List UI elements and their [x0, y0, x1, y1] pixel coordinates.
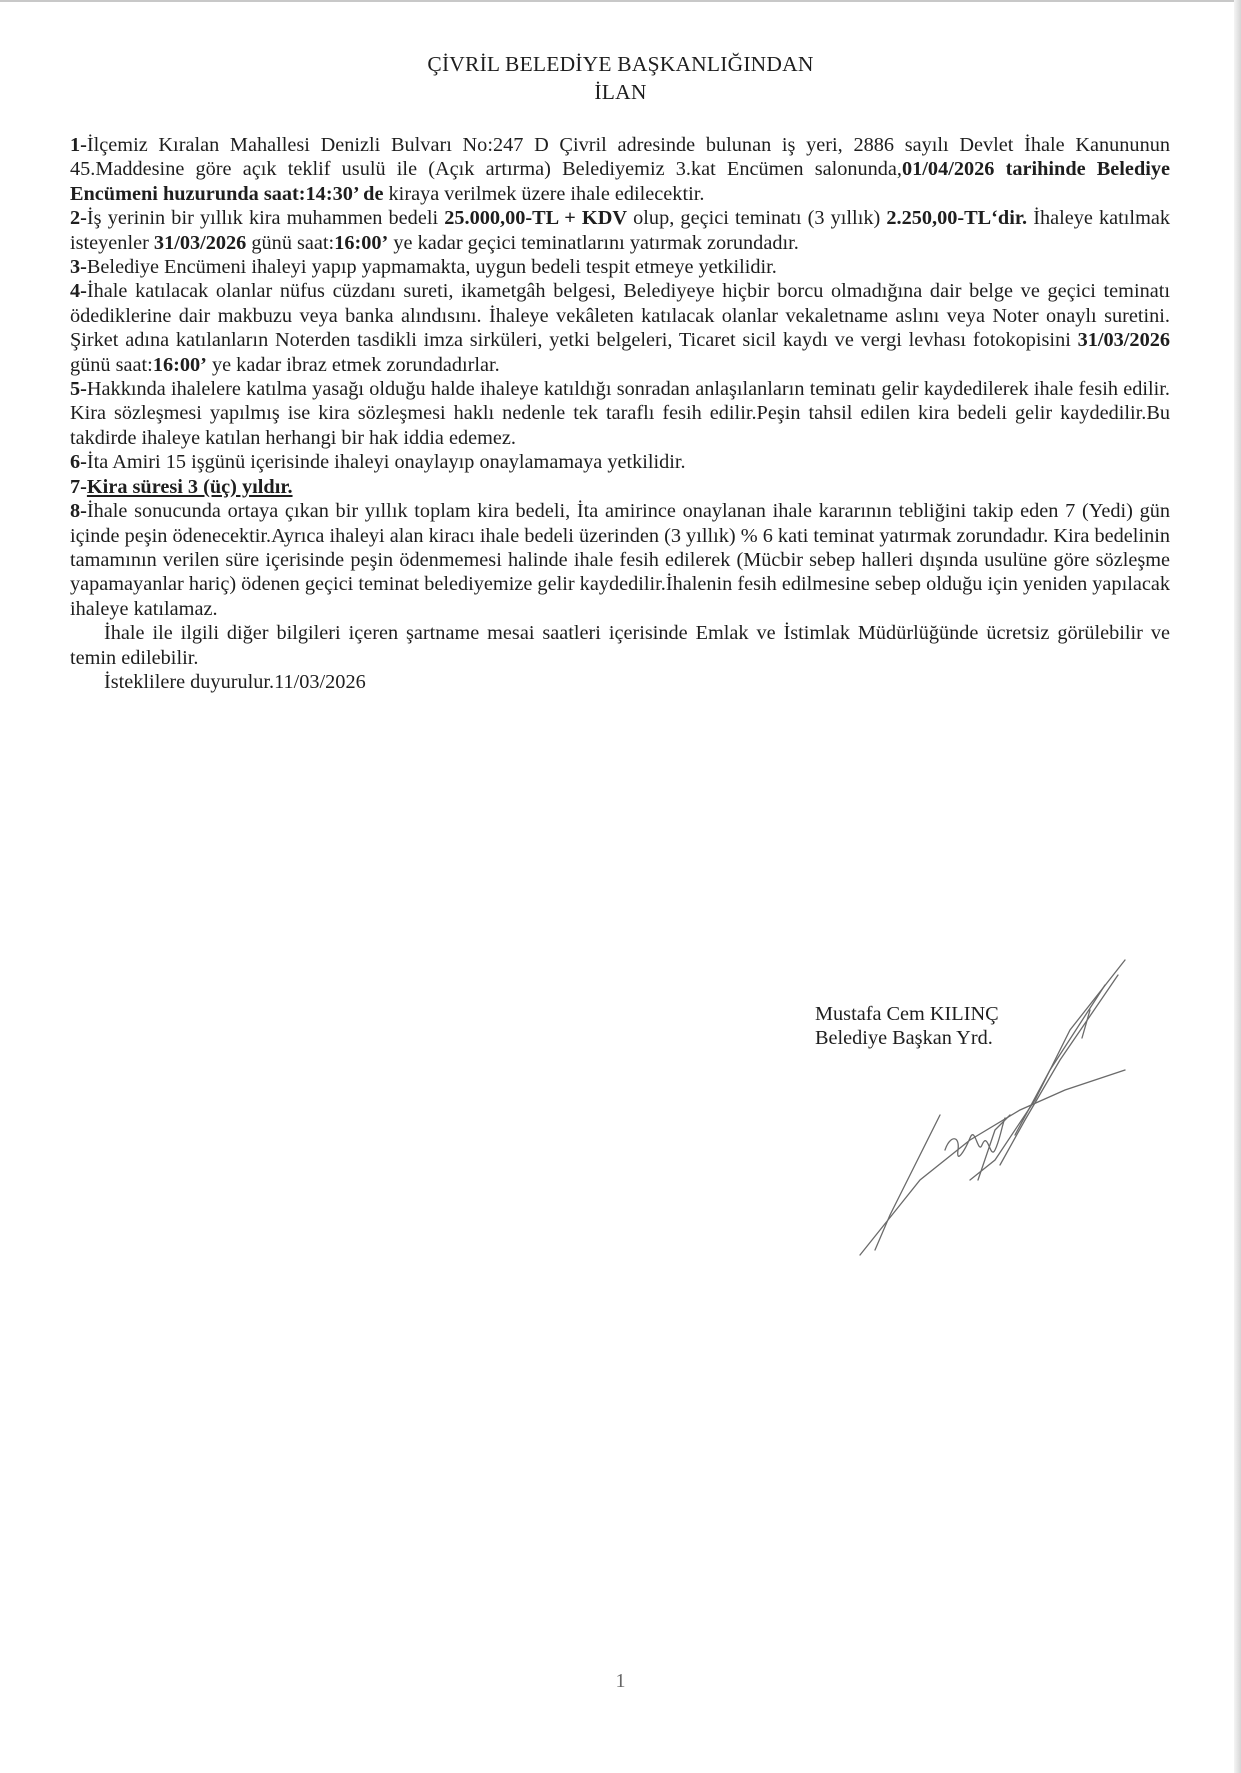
- paragraph-6: [70, 450, 1170, 474]
- paragraph-text: İta Amiri 15 işgünü içerisinde ihaleyi onaylayıp onaylamamaya yetkilidir.: [86, 451, 686, 474]
- paragraph-2: [70, 206, 1170, 255]
- announcement-date: İsteklilere duyurulur.11/03/2026: [104, 670, 366, 693]
- paragraph-number: 6-: [70, 451, 87, 474]
- page-top-edge: [0, 0, 1241, 2]
- page-number: 1: [615, 1670, 626, 1692]
- estimated-rent: 25.000,00-TL + KDV: [444, 207, 627, 230]
- paragraph-text: Belediye Encümeni ihaleyi yapıp yapmamakta, uygun bedeli tespit etmeye yetkilidir.: [86, 256, 777, 279]
- page-right-edge: [1234, 0, 1241, 1773]
- signatory-name: Mustafa Cem KILINÇ: [815, 1003, 999, 1025]
- paragraph-3: [70, 255, 1170, 279]
- paragraph-text: İhale sonucunda ortaya çıkan bir yıllık toplam kira bedeli, İta amirince onaylanan ihale kararının tebliğini takip eden 7 (Yedi) gün içinde peşin ödenecektir.Ayrıca ihaleyi alan kiracı ihale bedeli üzerinden (3 yıllık) % 6 kati teminat yatırmak zorundadır. Kira bedelinin tamamının verilen süre içerisinde peşin ödenmemesi halinde ihale fesih edilerek (Mücbir sebep halleri dışında usulüne göre sözleşme yapamayanlar hariç) ödenen geçici teminat belediyemize gelir kaydedilir.İhalenin fesih edilmesine sebep olduğu için yeniden yapılacak ihaleye katılamaz.: [70, 500, 1170, 620]
- signature-block: [815, 1002, 999, 1050]
- deadline-time: 16:00’: [152, 353, 207, 376]
- paragraph-text: ye kadar geçici teminatlarını yatırmak zorundadır.: [388, 231, 799, 254]
- document-subtitle: İLAN: [594, 80, 647, 104]
- paragraph-text: günü saat:: [70, 353, 153, 376]
- paragraph-text: Hakkında ihalelere katılma yasağı olduğu halde ihaleye katıldığı sonradan anlaşılanların teminatı gelir kaydedilerek ihale fesih edilir. Kira sözleşmesi yapılmış ise kira sözleşmesi haklı nedenle tek taraflı fesih edilir.Peşin tahsil edilen kira bedeli gelir kaydedilir.Bu takdirde ihaleye katılan herhangi bir hak iddia edemez.: [70, 378, 1170, 449]
- paragraph-4: [70, 279, 1170, 377]
- paragraph-text: olup, geçici teminatı (3 yıllık): [627, 207, 887, 230]
- paragraph-text: İhale ile ilgili diğer bilgileri içeren şartname mesai saatleri içerisinde Emlak ve İstimlak Müdürlüğünde ücretsiz görülebilir ve temin edilebilir.: [70, 622, 1170, 669]
- temporary-guarantee: 2.250,00-TL‘dir.: [886, 207, 1028, 230]
- lease-term: Kira süresi 3 (üç) yıldır.: [86, 475, 293, 498]
- paragraph-number: 8-: [70, 500, 87, 523]
- document-title: ÇİVRİL BELEDİYE BAŞKANLIĞINDAN: [427, 52, 814, 76]
- paragraph-5: [70, 377, 1170, 450]
- paragraph-number: 2-: [70, 207, 87, 230]
- paragraph-number: 4-: [70, 280, 87, 303]
- handwritten-signature-icon: [820, 950, 1140, 1270]
- document-body: [70, 133, 1170, 694]
- paragraph-number: 7-: [70, 475, 87, 498]
- paragraph-1: [70, 133, 1170, 206]
- paragraph-8: [70, 499, 1170, 621]
- signatory-title: Belediye Başkan Yrd.: [815, 1027, 993, 1049]
- auction-date-time: 01/04/2026 tarihinde Belediye Encümeni huzurunda saat:14:30’ de: [70, 158, 1170, 205]
- paragraph-text: İlçemiz Kıralan Mahallesi Denizli Bulvarı No:247 D Çivril adresinde bulunan iş yeri, 2886 sayılı Devlet İhale Kanununun 45.Maddesine göre açık teklif usulü ile (Açık artırma) Belediyemiz 3.kat Encümen salonunda,: [70, 134, 1170, 181]
- paragraph-text: günü saat:: [246, 231, 335, 254]
- paragraph-specification-info: [70, 621, 1170, 670]
- paragraph-number: 1-: [70, 134, 87, 156]
- announcement-date-line: [70, 670, 1170, 694]
- paragraph-number: 3-: [70, 256, 87, 279]
- paragraph-text: İhale katılacak olanlar nüfus cüzdanı sureti, ikametgâh belgesi, Belediyeye hiçbir borcu olmadığına dair belge ve geçici teminatı ödediklerine dair makbuzu veya banka alındısını. İhaleye vekâleten katılacak olanlar vekaletname aslını veya Noter onaylı suretini. Şirket adına katılanların Noterden tasdikli imza sirküleri, yetki belgeleri, Ticaret sicil kaydı ve vergi levhası fotokopisini: [70, 280, 1170, 352]
- deadline-date: 31/03/2026: [153, 231, 247, 254]
- paragraph-text: İş yerinin bir yıllık kira muhammen bedeli: [86, 207, 445, 230]
- document-header: [0, 50, 1241, 106]
- deadline-time: 16:00’: [334, 231, 389, 254]
- deadline-date: 31/03/2026: [1077, 329, 1170, 352]
- paragraph-number: 5-: [70, 378, 87, 401]
- paragraph-text: İhaleye katılmak isteyenler: [70, 207, 1170, 254]
- paragraph-7: [70, 475, 1170, 499]
- paragraph-text: ye kadar ibraz etmek zorundadırlar.: [206, 353, 500, 376]
- paragraph-text: kiraya verilmek üzere ihale edilecektir.: [383, 182, 705, 205]
